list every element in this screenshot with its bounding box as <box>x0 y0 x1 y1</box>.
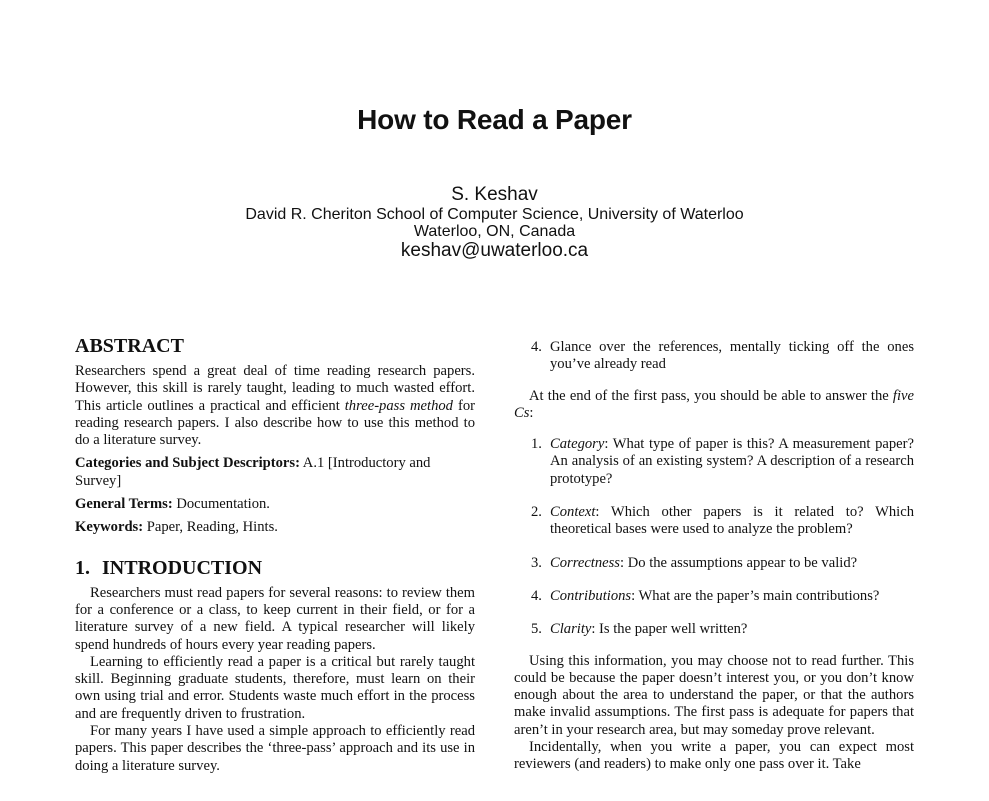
keywords-value: Paper, Reading, Hints. <box>143 519 278 536</box>
abstract-text-part: Researchers spend a great deal of time reading research papers. However, this skill is rarely taught, leading to much wasted effort. This article outlines a practical and efficient <box>75 363 475 414</box>
abstract-heading: ABSTRACT <box>75 335 184 357</box>
abstract-emphasis: three-pass method <box>344 397 453 414</box>
intro-text: : <box>529 404 534 421</box>
body-paragraph: Using this information, you may choose not to read further. This could be because the paper doesn’t interest you, or you don’t know enough about the area to understand the paper, or that the authors make invalid assumptions. The first pass is adequate for papers that aren’t in your research area, but may someday prove relevant. <box>514 652 914 738</box>
five-cs-emphasis: five Cs <box>514 387 914 421</box>
author-affiliation: David R. Cheriton School of Computer Science, University of Waterloo <box>245 206 744 223</box>
list-text: : Is the paper well written? <box>591 621 748 638</box>
general-terms-line <box>75 496 475 513</box>
list-number: 2. <box>531 504 542 521</box>
categories-label: Categories and Subject Descriptors: <box>75 455 300 472</box>
categories-value: A.1 [Introductory and Survey] <box>75 455 431 489</box>
list-term: Correctness <box>550 554 620 571</box>
list-number: 5. <box>531 621 542 638</box>
section-number: 1. <box>75 556 90 579</box>
author-block <box>0 183 989 262</box>
list-number: 4. <box>531 339 542 355</box>
abstract-text-part: for reading research papers. I also describe how to use this method to do a literature survey. <box>75 397 475 449</box>
list-item <box>514 621 914 638</box>
paper-title: How to Read a Paper <box>357 104 632 135</box>
body-paragraph: Incidentally, when you write a paper, you can expect most reviewers (and readers) to make only one pass over it. Take <box>514 739 914 773</box>
author-location: Waterloo, ON, Canada <box>413 223 576 240</box>
list-term: Clarity <box>550 621 592 638</box>
section-title: INTRODUCTION <box>102 556 263 579</box>
categories-line <box>75 455 475 490</box>
list-term: Contributions <box>550 587 632 604</box>
list-number: 3. <box>531 554 542 571</box>
intro-paragraph: For many years I have used a simple approach to efficiently read papers. This paper describes the ‘three-pass’ approach and its use in doing a literature survey. <box>75 723 475 774</box>
list-item <box>514 555 914 572</box>
list-number: 1. <box>531 436 542 453</box>
general-terms-label: General Terms: <box>75 496 173 513</box>
keywords-line <box>75 519 475 536</box>
author-email: keshav@uwaterloo.ca <box>400 240 589 261</box>
list-text: : What are the paper’s main contributions? <box>631 587 880 604</box>
intro-text: At the end of the first pass, you should be able to answer the <box>529 387 893 404</box>
intro-paragraph: Learning to efficiently read a paper is a critical but rarely taught skill. Beginning graduate students, therefore, must learn on their own using trial and error. Students waste much effort in the process and are frequently driven to frustration. <box>75 653 475 722</box>
left-column <box>75 333 475 775</box>
introduction-heading <box>75 555 475 581</box>
intro-paragraph: Researchers must read papers for several reasons: to review them for a conference or a class, to keep current in their field, or for a literature survey of a new field. A typical researcher will likely spend hundreds of hours every year reading papers. <box>75 584 475 653</box>
abstract-text <box>75 363 475 449</box>
list-item <box>514 504 914 539</box>
keywords-label: Keywords: <box>75 519 144 536</box>
first-pass-list-item <box>514 339 914 374</box>
author-name: S. Keshav <box>451 184 538 205</box>
list-text: : What type of paper is this? A measurement paper? An analysis of an existing system? A description of a research prototype? <box>550 436 914 487</box>
list-text: : Do the assumptions appear to be valid? <box>620 554 858 571</box>
general-terms-value: Documentation. <box>172 496 270 513</box>
list-text: : Which other papers is it related to? Which theoretical bases were used to analyze the problem? <box>550 504 914 538</box>
list-text: Glance over the references, mentally ticking off the ones you’ve already read <box>550 339 914 373</box>
five-cs-intro <box>514 388 914 423</box>
list-term: Context <box>550 504 596 521</box>
five-cs-list <box>514 436 914 638</box>
list-item <box>514 588 914 605</box>
right-column <box>514 333 914 774</box>
list-item <box>514 436 914 488</box>
list-number: 4. <box>531 587 542 604</box>
list-term: Category <box>550 436 605 453</box>
